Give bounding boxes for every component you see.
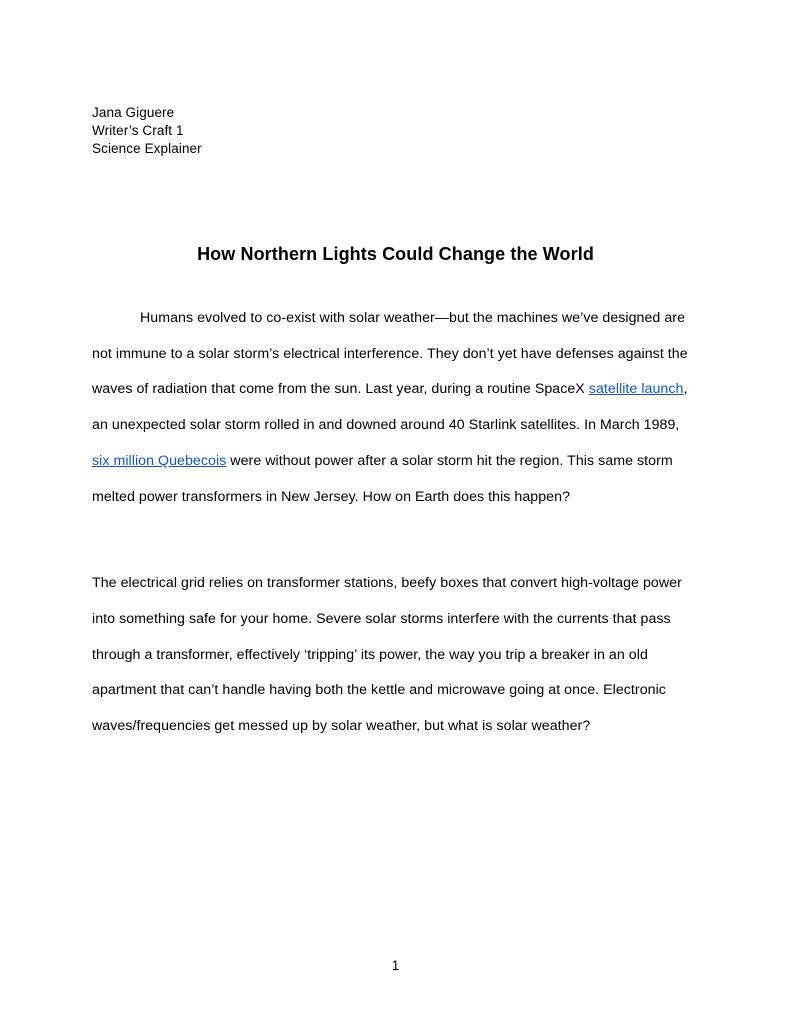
- paragraph-text: Humans evolved to co-exist with solar weather—but the machines we’ve designed are not immune to a solar storm’s electrical interference. They don’t yet have defenses against the waves of radiation that come from the sun. Last year, during a routine SpaceX: [92, 310, 688, 398]
- paragraph-text: were without power after a solar storm hit the region. This same storm melted power transformers in New Jersey. How on Earth does this happen?: [92, 452, 673, 505]
- paragraph-2: [92, 566, 699, 745]
- paragraph-text: The electrical grid relies on transformer stations, beefy boxes that convert high-voltage power into something safe for your home. Severe solar storms interfere with the currents that pass through a transformer, effectively ‘tripping’ its power, the way you trip a breaker in an old apartment that can’t handle having both the kettle and microwave going at once. Electronic waves/frequencies get messed up by solar weather, but what is solar weather?: [92, 575, 682, 735]
- heading-line-assignment: Science Explainer: [92, 141, 202, 156]
- inline-link[interactable]: satellite launch: [588, 381, 684, 398]
- heading-line-name: Jana Giguere: [92, 105, 175, 120]
- page-title: How Northern Lights Could Change the World: [197, 244, 594, 264]
- inline-link[interactable]: six million Quebecois: [92, 452, 227, 469]
- document-body: [92, 104, 699, 759]
- paragraph-1: [92, 301, 699, 515]
- paragraph-text: , an unexpected solar storm rolled in and downed around 40 Starlink satellites. In March 1989,: [92, 381, 688, 434]
- student-heading-block: [92, 104, 699, 158]
- page-number: 1: [391, 958, 400, 973]
- heading-line-course: Writer’s Craft 1: [92, 123, 184, 138]
